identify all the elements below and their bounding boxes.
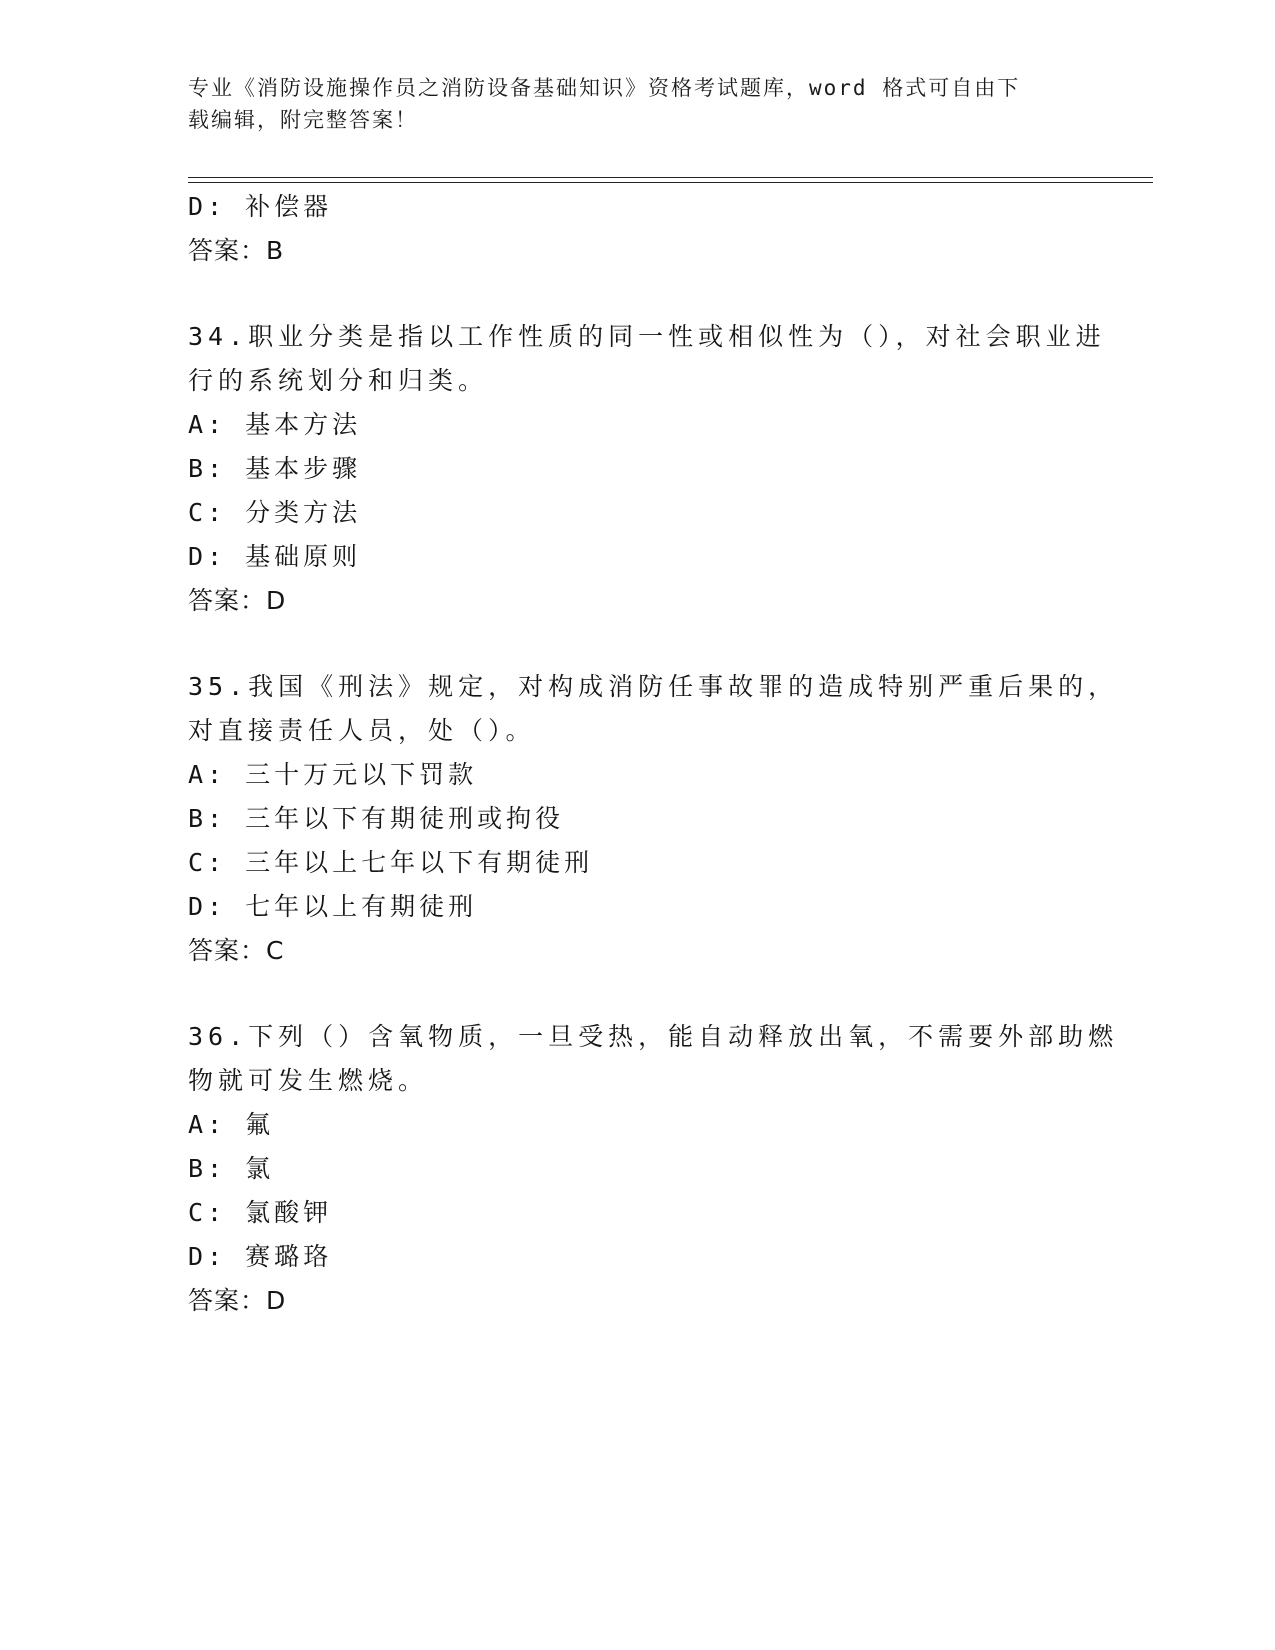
question-35-option-b: B: 三年以下有期徒刑或拘役	[188, 804, 565, 833]
question-34-answer: 答案：D	[188, 586, 287, 615]
header-divider-bottom	[188, 182, 1153, 183]
question-36-text-line-1: 36.下列（）含氧物质，一旦受热，能自动释放出氧，不需要外部助燃	[188, 1022, 1119, 1051]
header-line-2: 载编辑，附完整答案！	[188, 108, 418, 132]
question-35-option-a: A: 三十万元以下罚款	[188, 760, 478, 789]
question-35-option-c: C: 三年以上七年以下有期徒刑	[188, 848, 594, 877]
question-35-text-line-2: 对直接责任人员，处（）。	[188, 716, 536, 745]
question-36-text-line-2: 物就可发生燃烧。	[188, 1066, 429, 1095]
question-34-option-a: A: 基本方法	[188, 410, 362, 439]
question-36-option-d: D: 赛璐珞	[188, 1242, 333, 1271]
question-35-answer: 答案：C	[188, 936, 285, 965]
question-35-option-d: D: 七年以上有期徒刑	[188, 892, 478, 921]
header-divider-top	[188, 177, 1153, 178]
question-34-text-line-2: 行的系统划分和归类。	[188, 366, 489, 395]
question-36-option-b: B: 氯	[188, 1154, 275, 1183]
header-line-1: 专业《消防设施操作员之消防设备基础知识》资格考试题库，word 格式可自由下	[188, 76, 1021, 100]
question-36-option-c: C: 氯酸钾	[188, 1198, 333, 1227]
question-34-option-d: D: 基础原则	[188, 542, 362, 571]
document-header	[188, 72, 1088, 136]
question-36-answer: 答案：D	[188, 1286, 287, 1315]
question-34-option-b: B: 基本步骤	[188, 454, 362, 483]
question-34-text-line-1: 34.职业分类是指以工作性质的同一性或相似性为（），对社会职业进	[188, 322, 1106, 351]
prev-answer: 答案：B	[188, 236, 285, 265]
question-34-option-c: C: 分类方法	[188, 498, 362, 527]
prev-option-d: D: 补偿器	[188, 192, 333, 221]
question-35-text-line-1: 35.我国《刑法》规定，对构成消防任事故罪的造成特别严重后果的，	[188, 672, 1119, 701]
question-36-option-a: A: 氟	[188, 1110, 275, 1139]
